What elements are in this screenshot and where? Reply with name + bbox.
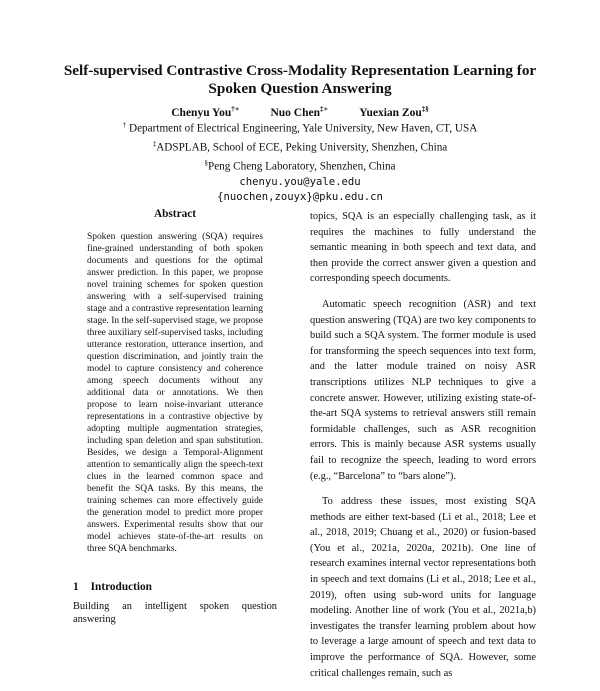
author-name: Yuexian Zou — [359, 106, 422, 119]
section-title: Introduction — [90, 581, 152, 593]
left-column — [73, 208, 277, 626]
abstract-heading: Abstract — [153, 208, 197, 220]
email[interactable]: chenyu.you@yale.edu — [239, 175, 361, 188]
affiliation-text: Department of Electrical Engineering, Yale University, New Haven, CT, USA — [126, 122, 478, 135]
affiliation-mark: † — [122, 121, 127, 129]
body-paragraph: Automatic speech recognition (ASR) and text question answering (TQA) are two key components to build such a SQA system. The former module is used for transforming the speech sequences into text form, and the latter module trained on noisy ASR transcriptions utilizes NLP techniques to give a concrete answer. However, utilizing existing state-of-the-art SQA systems to retrieval answers still remain formidable challenges, such as ASR recognition errors. This is mainly because ASR systems usually fail to recognize the speech, leading to word errors (e.g., “Barcelona” to “bars alone”). — [310, 298, 536, 482]
affiliation-mark: § — [204, 158, 208, 167]
paper-title: Self-supervised Contrastive Cross-Modality Representation Learning for Spoken Question Answering — [63, 62, 537, 97]
abstract-body: Spoken question answering (SQA) requires fine-grained understanding of both spoken documents and questions for the optimal answer prediction. In this paper, we propose novel training schemes for spoken question answering with a self-supervised training stage and a contrastive representation learning stage. In the self-supervised stage, we propose three auxiliary self-supervised tasks, including utterance restoration, utterance insertion, and question discrimination, and jointly train the model to capture consistency and coherence among speech documents without any additional data or annotations. We then propose to learn noise-invariant utterance representations in a contrastive objective by adopting multiple augmentation strategies, including span deletion and span substitution. Besides, we design a Temporal-Alignment attention to semantically align the speech-text clues in the learned common space and benefit the SQA tasks. By this means, the training schemes can more effectively guide the generation model to predict more proper answers. Experimental results show that our model achieves state-of-the-art results on three SQA benchmarks. — [87, 232, 263, 554]
author-name: Nuo Chen — [270, 106, 320, 119]
author-marks: ‡∗ — [319, 105, 329, 113]
affiliation-mark: ‡ — [152, 139, 157, 148]
author-marks: ‡§ — [421, 105, 429, 113]
affiliation-text: Peng Cheng Laboratory, Shenzhen, China — [207, 160, 396, 173]
body-paragraph: topics, SQA is an especially challenging task, as it requires the machines to fully understand the semantic meaning in both speech and text data, and then provide the correct answer given a question and corresponding speech documents. — [310, 211, 536, 285]
body-paragraph: To address these issues, most existing SQA methods are either text-based (Li et al., 2018; Lee et al., 2018, 2019; Chuang et al., 2020) or fusion-based (You et al., 2021a, 2020a, 2021b). One line of research examines internal vector representations both in speech and text domains (Li et al., 2018; Lee et al., 2019), often using sub-word units for language modeling. Another line of work (You et al., 2021a,b) investigates the transfer learning problem about how to leverage a large amount of speech and text data to improve the performance of SQA. However, some critical challenges remain, such as — [310, 496, 536, 679]
section-heading — [73, 581, 277, 593]
email[interactable]: {nuochen,zouyx}@pku.edu.cn — [217, 191, 383, 204]
affiliations — [40, 118, 560, 205]
author-list — [40, 104, 560, 119]
intro-paragraph: Building an intelligent spoken question answering — [73, 601, 277, 625]
author-marks: †∗ — [231, 105, 240, 113]
affiliation-text: ADSPLAB, School of ECE, Peking University, Shenzhen, China — [156, 141, 448, 154]
affiliation — [40, 156, 560, 175]
author-name: Chenyu You — [171, 106, 232, 119]
affiliation — [40, 137, 560, 156]
section-number: 1 — [73, 581, 79, 593]
affiliation — [40, 118, 560, 137]
right-column — [310, 209, 536, 691]
